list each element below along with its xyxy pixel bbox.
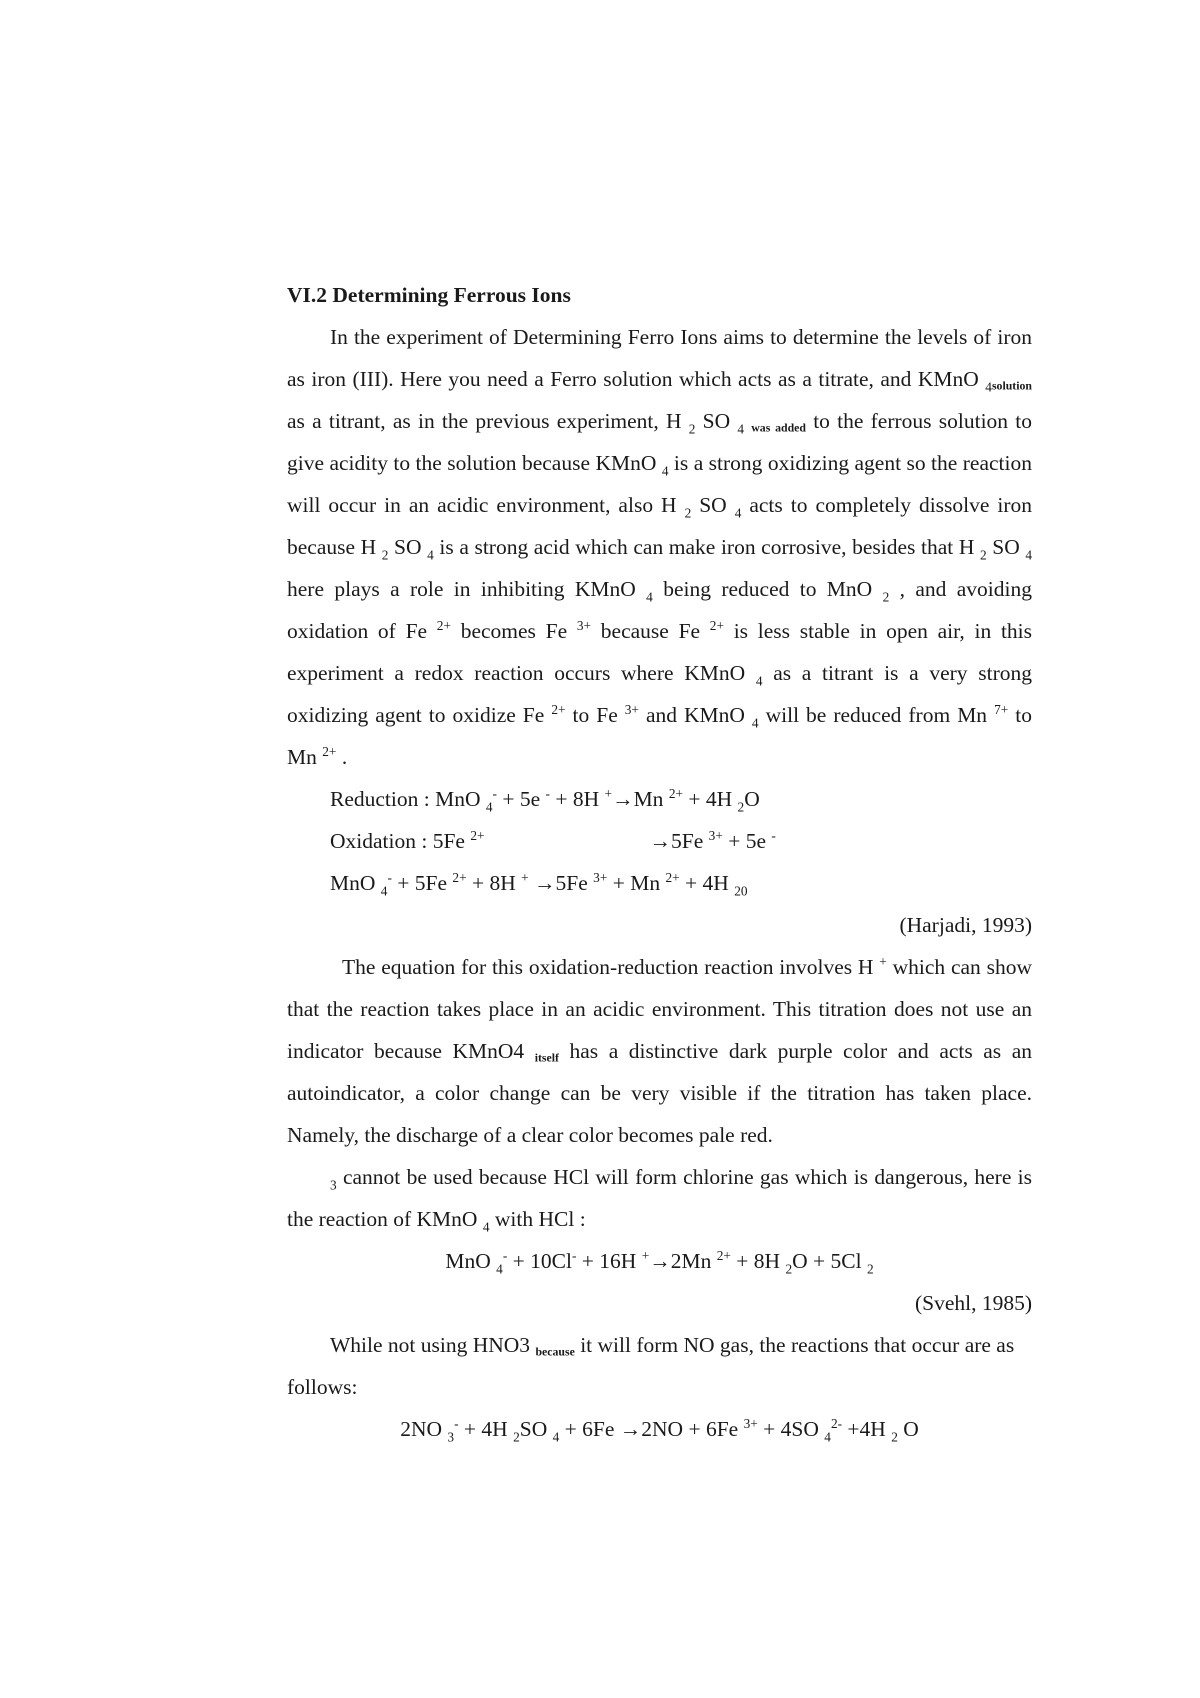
document-page bbox=[287, 274, 1032, 1450]
paragraph-ferrous-ions: In the experiment of Determining Ferro Ions aims to determine the levels of iron as iron (III). Here you need a Ferro solution which acts as a titrate, and KMnO $_4$solution as a titrant, as in the previous experiment, H $_2$ SO $_4$ was added to the ferrous solution to give acidity to the solution because KMnO $_4$ is a strong oxidizing agent so the reaction will occur in an acidic environment, also H $_2$ SO $_4$ acts to completely dissolve iron because H $_2$ SO $_4$ is a strong acid which can make iron corrosive, besides that H $_2$ SO $_4$ here plays a role in inhibiting KMnO $_4$ being reduced to MnO $_2$ , and avoiding oxidation of Fe $^{2+}$ becomes Fe $^{3+}$ because Fe $^{2+}$ is less stable in open air, in this experiment a redox reaction occurs where KMnO $_4$ as a titrant is a very strong oxidizing agent to oxidize Fe $^{2+}$ to Fe $^{3+}$ and KMnO $_4$ will be reduced from Mn $^{7+}$ to Mn $^{2+}$ . bbox=[287, 325, 1033, 769]
equation-overall: MnO $_4$- + 5Fe $^{2+}$ + 8H + →5Fe $^{3+}$ + Mn $^{2+}$ + 4H $_{20}$ bbox=[330, 869, 748, 899]
paragraph-redox-equation: The equation for this oxidation-reduction reaction involves H + which can show that the reaction takes place in an acidic environment. This titration does not use an indicator because KMnO4 itself has a distinctive dark purple color and acts as an autoindicator, a color change can be very visible if the titration has taken place. Namely, the discharge of a clear color becomes pale red. bbox=[287, 953, 1032, 1147]
citation-harjadi: (Harjadi, 1993) bbox=[899, 913, 1032, 937]
equation-reduction: Reduction : MnO $_4$- + 5e - + 8H +→Mn $^{2+}$ + 4H $_2$O bbox=[330, 785, 760, 815]
equation-hcl: MnO $_4$- + 10Cl- + 16H +→2Mn $^{2+}$ + 8H $_2$O + 5Cl $_2$ bbox=[445, 1247, 874, 1277]
arrow-icon: → bbox=[649, 829, 672, 853]
arrow-icon: → bbox=[612, 787, 634, 811]
paragraph-hno3: While not using HNO3 because it will form NO gas, the reactions that occur are as follows: bbox=[287, 1333, 1015, 1399]
equation-oxidation: Oxidation : 5Fe $^{2+}$ →5Fe $^{3+}$ + 5e - bbox=[330, 827, 776, 853]
arrow-icon: → bbox=[528, 871, 556, 895]
section-heading: VI.2 Determining Ferrous Ions bbox=[287, 283, 571, 307]
arrow-icon: → bbox=[649, 1249, 671, 1273]
citation-svehl: (Svehl, 1985) bbox=[914, 1291, 1032, 1315]
arrow-icon: → bbox=[619, 1417, 642, 1441]
paragraph-hcl: $_3$ cannot be used because HCl will form chlorine gas which is dangerous, here is the reaction of KMnO $_4$ with HCl : bbox=[287, 1165, 1032, 1235]
equation-hno3: 2NO $_3$- + 4H $_2$SO $_4$ + 6Fe →2NO + 6Fe $^{3+}$ + 4SO $_4^{2-}$ +4H $_2$ O bbox=[400, 1415, 919, 1445]
